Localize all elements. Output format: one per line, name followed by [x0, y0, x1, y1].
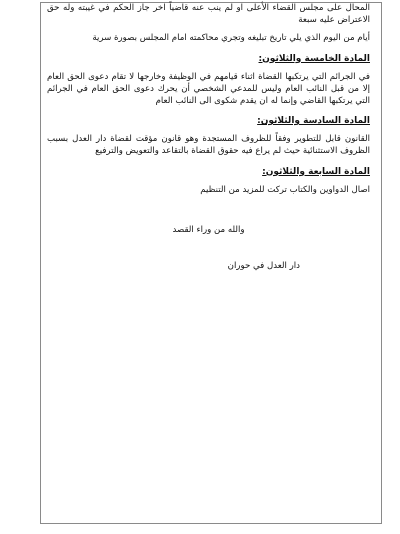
article-36-heading: المادة السادسة والثلاثون:: [257, 116, 370, 127]
article-37-text: اصال الدواوين والكتاب تركت للمزيد من التنظيم: [200, 184, 370, 195]
article-35-text: في الجرائم التي يرتكبها القضاة اثناء قيامهم في الوظيفة وخارجها لا تقام دعوى الحق العام إلا من قبل النائب العام وليس للمدعي الشخصي أن يحرك دعوى الحق العام في الجرائم التي يرتكبها القاضي وإنما له ان يقدم شكوى الى النائب العام: [47, 71, 370, 107]
article-35-heading: المادة الخامسة والثلاثون:: [258, 53, 370, 64]
document-body: [47, 2, 370, 272]
signature: دار العدل في حوران: [227, 261, 300, 272]
intro-paragraph: المحال على مجلس القضاء الأعلى او لم ينب عنه قاضياً اخر جاز الحكم في غيبته وله حق الاعتراض عليه سبعة: [47, 3, 370, 26]
article-37-heading: المادة السابعة والثلاثون:: [262, 166, 370, 177]
closing-phrase: والله من وراء القصد: [172, 224, 245, 235]
article-36-text: القانون قابل للتطوير وفقاً للظروف المستجدة وهو قانون مؤقت لقضاة دار العدل بسبب الظروف الاستثنائية حيث لم يراع فيه حقوق القضاة بالتقاعد والتعويض والترفيع: [47, 134, 370, 157]
intro-paragraph-continued: أيام من اليوم الذي يلي تاريخ تبليغه وتجري محاكمته امام المجلس بصورة سرية: [92, 33, 370, 44]
